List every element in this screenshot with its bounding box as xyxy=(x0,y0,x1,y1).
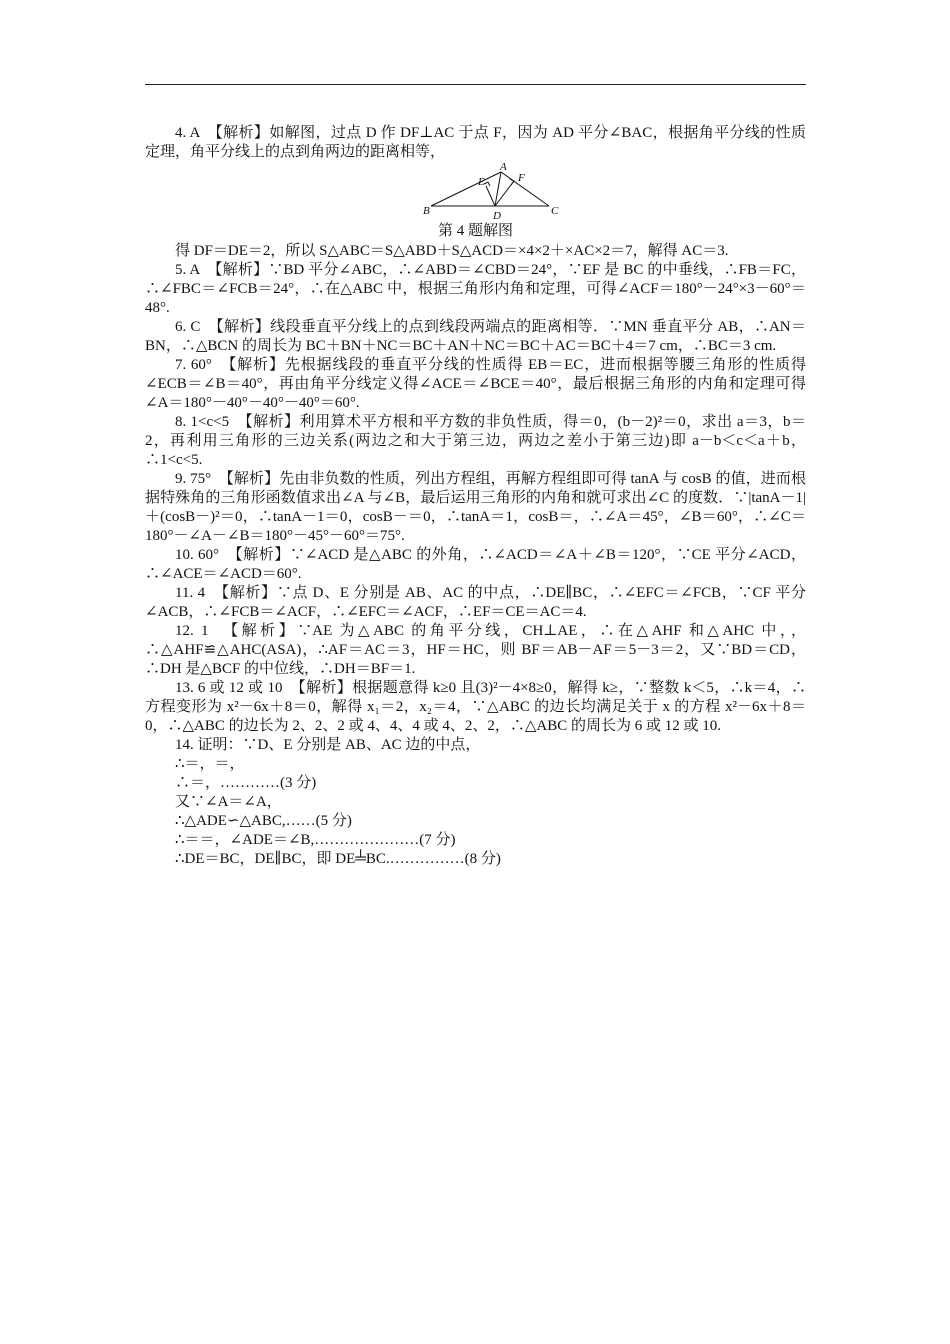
answer-6: 6. C 【解析】线段垂直平分线上的点到线段两端点的距离相等．∵MN 垂直平分 AB，∴AN＝BN，∴△BCN 的周长为 BC＋BN＋NC＝BC＋AN＋NC＝BC＋AC＝BC＋4＝7 cm，∴BC＝3 cm. xyxy=(145,319,806,354)
answer-10: 10. 60° 【解析】∵∠ACD 是△ABC 的外角，∴∠ACD＝∠A＋∠B＝120°，∵CE 平分∠ACD，∴∠ACE＝∠ACD＝60°. xyxy=(145,547,806,582)
right-angle-f xyxy=(510,179,514,185)
proof-line-2: ∴＝，＝， xyxy=(175,756,245,772)
answer-4-part2: 得 DF＝DE＝2，所以 S△ABC＝S△ABD＋S△ACD＝×4×2＋×AC×2＝7，解得 AC＝3. xyxy=(175,243,729,259)
label-d: D xyxy=(493,210,501,222)
proof-line-6: ∴＝＝，∠ADE＝∠B,…………………(7 分) xyxy=(175,832,456,848)
proof-line-4: 又∵∠A＝∠A， xyxy=(175,794,282,810)
answer-5: 5. A 【解析】∵BD 平分∠ABC，∴∠ABD＝∠CBD＝24°，∵EF 是 BC 的中垂线，∴FB＝FC，∴∠FBC＝∠FCB＝24°，∴在△ABC 中，根据三角形内角和定理，可得∠ACF＝180°－24°×3－60°＝48°. xyxy=(145,262,806,316)
figure-caption: 第 4 题解图 xyxy=(437,223,513,239)
answer-11: 11. 4 【解析】∵点 D、E 分别是 AB、AC 的中点，∴DE∥BC，∴∠EFC＝∠FCB，∵CF 平分∠ACB，∴∠FCB＝∠ACF，∴∠EFC＝∠ACF，∴EF＝CE＝AC＝4. xyxy=(145,585,806,620)
label-c: C xyxy=(551,205,559,217)
answer-8: 8. 1<c<5 【解析】利用算术平方根和平方数的非负性质，得＝0，(b－2)²＝0，求出 a＝3，b＝2，再利用三角形的三边关系(两边之和大于第三边，两边之差小于第三边)即 a－b＜c＜a＋b，∴1<c<5. xyxy=(145,414,806,468)
label-a: A xyxy=(500,162,507,173)
figure-4 xyxy=(145,162,806,242)
label-b: B xyxy=(423,205,430,217)
side-ab xyxy=(431,172,501,206)
proof-line-7: ∴DE＝BC，DE∥BC，即 DE╧BC.……………(8 分) xyxy=(175,851,501,867)
answer-9: 9. 75° 【解析】先由非负数的性质，列出方程组，再解方程组即可得 tanA 与 cosB 的值，进而根据特殊角的三角形函数值求出∠A 与∠B，最后运用三角形的内角和就可求出∠C 的度数．∵|tanA－1|＋(cosB－)²＝0，∴tanA－1＝0，cosB－＝0，∴tanA＝1，cosB＝，∴∠A＝45°，∠B＝60°，∴∠C＝180°－∠A－∠B＝180°－45°－60°＝75°. xyxy=(145,471,806,544)
proof-line-1: 14. 证明：∵D、E 分别是 AB、AC 边的中点， xyxy=(175,737,481,753)
perp-de xyxy=(486,186,495,206)
answer-13: 13. 6 或 12 或 10 【解析】根据题意得 k≥0 且(3)²－4×8≥0，解得 k≥，∵整数 k＜5，∴k＝4，∴方程变形为 x²－6x＋8＝0，解得 x₁＝2，x₂＝4，∵△ABC 的边长均满足关于 x 的方程 x²－6x＋8＝0，∴△ABC 的边长为 2、2、2 或 4、4、4 或 4、2、2，∴△ABC 的周长为 6 或 12 或 10. xyxy=(145,680,806,734)
bisector-ad xyxy=(495,172,501,206)
proof-line-5: ∴△ADE∽△ABC,……(5 分) xyxy=(175,813,352,829)
answer-12: 12. 1 【解析】∵AE 为△ABC 的角平分线，CH⊥AE，∴在△AHF 和△AHC 中，，∴△AHF≌△AHC(ASA)，∴AF＝AC＝3，HF＝HC，则 BF＝AB－AF＝5－3＝2，又∵BD＝CD，∴DH 是△BCF 的中位线，∴DH＝BF＝1. xyxy=(145,623,806,677)
answer-content xyxy=(145,124,806,869)
answer-7: 7. 60° 【解析】先根据线段的垂直平分线的性质得 EB＝EC，进而根据等腰三角形的性质得∠ECB＝∠B＝40°，再由角平分线定义得∠ACE＝∠BCE＝40°，最后根据三角形的内角和定理可得∠A＝180°－40°－40°－40°＝60°. xyxy=(145,357,806,411)
triangle-diagram xyxy=(423,162,563,224)
right-angle-e xyxy=(484,182,490,186)
proof-line-3: ∴＝，…………(3 分) xyxy=(175,775,317,791)
label-f: F xyxy=(518,172,525,184)
header-rule xyxy=(145,84,806,85)
answer-4-part1: 4. A 【解析】如解图，过点 D 作 DF⊥AC 于点 F，因为 AD 平分∠BAC，根据角平分线的性质定理，角平分线上的点到角两边的距离相等， xyxy=(145,125,806,160)
label-e: E xyxy=(478,176,485,188)
